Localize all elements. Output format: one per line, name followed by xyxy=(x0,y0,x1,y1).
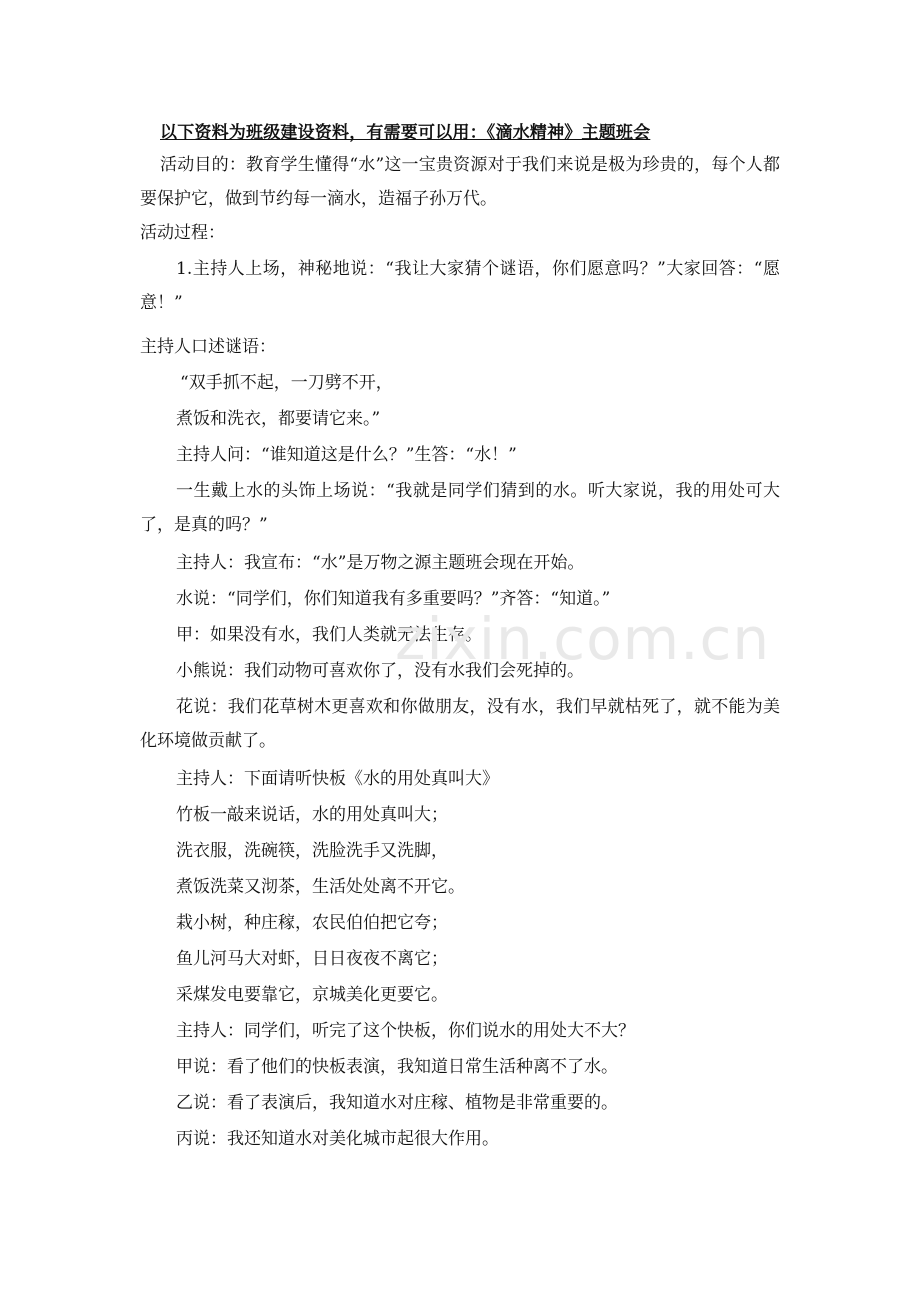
bing-answer: 丙说：我还知道水对美化城市起很大作用。 xyxy=(176,1129,499,1149)
verse-3: 煮饭洗菜又沏茶，生活处处离不开它。 xyxy=(176,877,465,897)
verse-2: 洗衣服，洗碗筷，洗脸洗手又洗脚， xyxy=(176,841,448,861)
host-announce: 主持人：我宣布：“水”是万物之源主题班会现在开始。 xyxy=(176,553,585,573)
step-1: 1.主持人上场，神秘地说：“我让大家猜个谜语，你们愿意吗？”大家回答：“愿意！” xyxy=(140,259,780,313)
yi-answer: 乙说：看了表演后，我知道水对庄稼、植物是非常重要的。 xyxy=(176,1093,618,1113)
riddle-intro: 主持人口述谜语： xyxy=(140,337,276,357)
riddle-line-1: “双手抓不起，一刀劈不开， xyxy=(180,373,393,393)
flower-says: 花说：我们花草树木更喜欢和你做朋友，没有水，我们早就枯死了，就不能为美化环境做贡献了。 xyxy=(140,697,780,751)
verse-6: 采煤发电要靠它，京城美化更要它。 xyxy=(176,985,448,1005)
bear-says: 小熊说：我们动物可喜欢你了，没有水我们会死掉的。 xyxy=(176,661,584,681)
riddle-line-2: 煮饭和洗衣，都要请它来。” xyxy=(176,409,381,429)
verse-4: 栽小树，种庄稼，农民伯伯把它夸； xyxy=(176,913,448,933)
student-water: 一生戴上水的头饰上场说：“我就是同学们猜到的水。听大家说，我的用处可大了，是真的吗？” xyxy=(140,481,780,535)
jia-says: 甲：如果没有水，我们人类就无法生存。 xyxy=(176,625,482,645)
water-says: 水说：“同学们，你们知道我有多重要吗？”齐答：“知道。” xyxy=(176,589,611,609)
host-kuaiban: 主持人：下面请听快板《水的用处真叫大》 xyxy=(176,769,499,789)
process-heading: 活动过程： xyxy=(140,223,225,243)
host-question: 主持人：同学们，听完了这个快板，你们说水的用处大不大？ xyxy=(176,1021,635,1041)
document-title: 以下资料为班级建设资料，有需要可以用：《滴水精神》主题班会 xyxy=(160,123,651,143)
host-asks: 主持人问：“谁知道这是什么？”生答：“水！” xyxy=(176,445,517,465)
verse-5: 鱼儿河马大对虾，日日夜夜不离它； xyxy=(176,949,448,969)
jia-answer: 甲说：看了他们的快板表演，我知道日常生活种离不了水。 xyxy=(176,1057,618,1077)
watermark: zixin.com.cn xyxy=(395,605,771,673)
verse-1: 竹板一敲来说话，水的用处真叫大； xyxy=(176,805,448,825)
activity-purpose: 活动目的：教育学生懂得“水”这一宝贵资源对于我们来说是极为珍贵的，每个人都要保护它，做到节约每一滴水，造福子孙万代。 xyxy=(140,155,780,209)
